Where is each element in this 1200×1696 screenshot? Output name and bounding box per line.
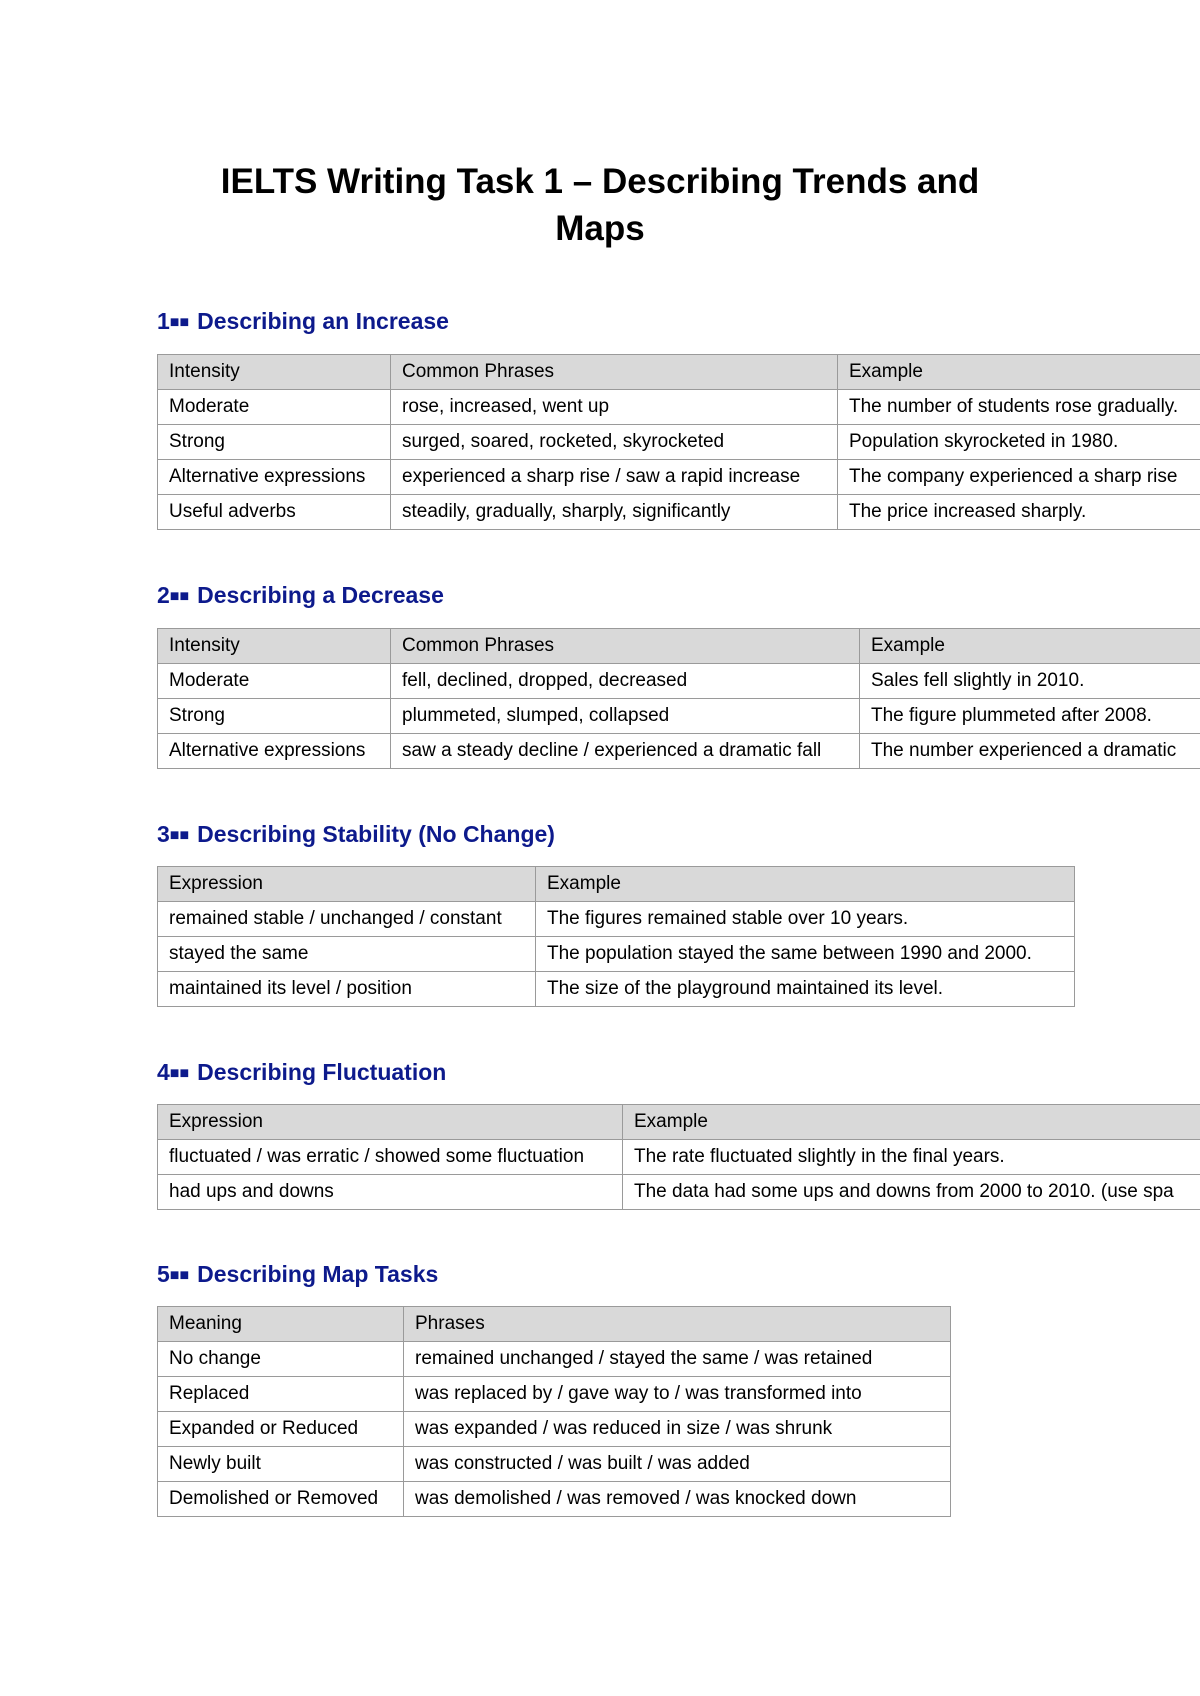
table-row: [158, 937, 1075, 972]
table-row: [158, 972, 1075, 1007]
column-header: Expression: [158, 1105, 623, 1140]
table-cell: Replaced: [158, 1377, 404, 1412]
table-header-row: [158, 1307, 951, 1342]
table-cell: Alternative expressions: [158, 460, 391, 495]
column-header: Example: [860, 629, 1200, 664]
section-heading-fluctuation: [157, 1058, 446, 1088]
table-cell: saw a steady decline / experienced a dramatic fall: [391, 734, 860, 769]
column-header: Example: [838, 355, 1200, 390]
square-bullet-icon: ■■: [169, 1267, 190, 1284]
map-table: [157, 1306, 951, 1517]
map-table-container: [157, 1306, 1200, 1517]
table-cell: The number experienced a dramatic: [860, 734, 1200, 769]
table-row: [158, 495, 1200, 530]
section-number: 2: [157, 582, 170, 608]
increase-table: [157, 354, 1200, 530]
table-cell: Newly built: [158, 1447, 404, 1482]
table-cell: rose, increased, went up: [391, 390, 838, 425]
table-cell: had ups and downs: [158, 1175, 623, 1210]
column-header: Phrases: [404, 1307, 951, 1342]
section-title: Describing Map Tasks: [197, 1261, 439, 1287]
column-header: Common Phrases: [391, 629, 860, 664]
section-title: Describing an Increase: [197, 308, 449, 334]
table-cell: Strong: [158, 699, 391, 734]
section-number: 5: [157, 1261, 170, 1287]
table-cell: steadily, gradually, sharply, significantly: [391, 495, 838, 530]
column-header: Intensity: [158, 355, 391, 390]
table-cell: was constructed / was built / was added: [404, 1447, 951, 1482]
table-cell: Expanded or Reduced: [158, 1412, 404, 1447]
title-line-1: IELTS Writing Task 1 – Describing Trends and: [220, 162, 980, 201]
table-row: [158, 1140, 1200, 1175]
increase-table-container: [157, 354, 1200, 530]
table-cell: surged, soared, rocketed, skyrocketed: [391, 425, 838, 460]
table-row: [158, 1342, 951, 1377]
table-cell: Population skyrocketed in 1980.: [838, 425, 1200, 460]
table-row: [158, 390, 1200, 425]
table-cell: Moderate: [158, 664, 391, 699]
table-cell: fluctuated / was erratic / showed some fluctuation: [158, 1140, 623, 1175]
column-header: Example: [623, 1105, 1200, 1140]
square-bullet-icon: ■■: [169, 1065, 190, 1082]
table-cell: The company experienced a sharp rise: [838, 460, 1200, 495]
table-cell: remained stable / unchanged / constant: [158, 902, 536, 937]
table-cell: stayed the same: [158, 937, 536, 972]
column-header: Intensity: [158, 629, 391, 664]
table-cell: Strong: [158, 425, 391, 460]
section-number: 4: [157, 1059, 170, 1085]
table-row: [158, 734, 1200, 769]
column-header: Common Phrases: [391, 355, 838, 390]
section-title: Describing a Decrease: [197, 582, 444, 608]
table-cell: Moderate: [158, 390, 391, 425]
table-cell: The size of the playground maintained its level.: [536, 972, 1075, 1007]
table-cell: The rate fluctuated slightly in the final years.: [623, 1140, 1200, 1175]
table-header-row: [158, 1105, 1200, 1140]
section-heading-increase: [157, 307, 449, 337]
table-row: [158, 425, 1200, 460]
column-header: Example: [536, 867, 1075, 902]
table-cell: The number of students rose gradually.: [838, 390, 1200, 425]
stability-table-container: [157, 866, 1200, 1007]
table-cell: The population stayed the same between 1990 and 2000.: [536, 937, 1075, 972]
table-row: [158, 1377, 951, 1412]
decrease-table-container: [157, 628, 1200, 769]
section-heading-decrease: [157, 581, 444, 611]
table-cell: maintained its level / position: [158, 972, 536, 1007]
table-cell: Sales fell slightly in 2010.: [860, 664, 1200, 699]
table-cell: The figure plummeted after 2008.: [860, 699, 1200, 734]
table-header-row: [158, 355, 1200, 390]
table-cell: experienced a sharp rise / saw a rapid increase: [391, 460, 838, 495]
column-header: Expression: [158, 867, 536, 902]
table-cell: The figures remained stable over 10 years.: [536, 902, 1075, 937]
section-number: 3: [157, 821, 170, 847]
section-heading-stability: [157, 820, 555, 850]
table-row: [158, 1482, 951, 1517]
table-row: [158, 664, 1200, 699]
table-row: [158, 1175, 1200, 1210]
table-cell: Alternative expressions: [158, 734, 391, 769]
square-bullet-icon: ■■: [169, 827, 190, 844]
table-cell: was demolished / was removed / was knocked down: [404, 1482, 951, 1517]
section-title: Describing Fluctuation: [197, 1059, 447, 1085]
table-cell: remained unchanged / stayed the same / was retained: [404, 1342, 951, 1377]
column-header: Meaning: [158, 1307, 404, 1342]
square-bullet-icon: ■■: [169, 314, 190, 331]
table-cell: was replaced by / gave way to / was transformed into: [404, 1377, 951, 1412]
fluctuation-table: [157, 1104, 1200, 1210]
table-row: [158, 699, 1200, 734]
table-cell: Useful adverbs: [158, 495, 391, 530]
table-cell: fell, declined, dropped, decreased: [391, 664, 860, 699]
table-row: [158, 1412, 951, 1447]
table-cell: was expanded / was reduced in size / was shrunk: [404, 1412, 951, 1447]
table-row: [158, 1447, 951, 1482]
decrease-table: [157, 628, 1200, 769]
title-line-2: Maps: [555, 209, 645, 248]
fluctuation-table-container: [157, 1104, 1200, 1210]
square-bullet-icon: ■■: [169, 588, 190, 605]
section-heading-maps: [157, 1260, 438, 1290]
table-cell: Demolished or Removed: [158, 1482, 404, 1517]
section-title: Describing Stability (No Change): [197, 821, 555, 847]
table-header-row: [158, 629, 1200, 664]
table-cell: No change: [158, 1342, 404, 1377]
section-number: 1: [157, 308, 170, 334]
table-row: [158, 902, 1075, 937]
stability-table: [157, 866, 1075, 1007]
table-cell: The data had some ups and downs from 2000 to 2010. (use spa: [623, 1175, 1200, 1210]
page-title: [150, 158, 1050, 252]
table-cell: plummeted, slumped, collapsed: [391, 699, 860, 734]
table-header-row: [158, 867, 1075, 902]
table-row: [158, 460, 1200, 495]
table-cell: The price increased sharply.: [838, 495, 1200, 530]
